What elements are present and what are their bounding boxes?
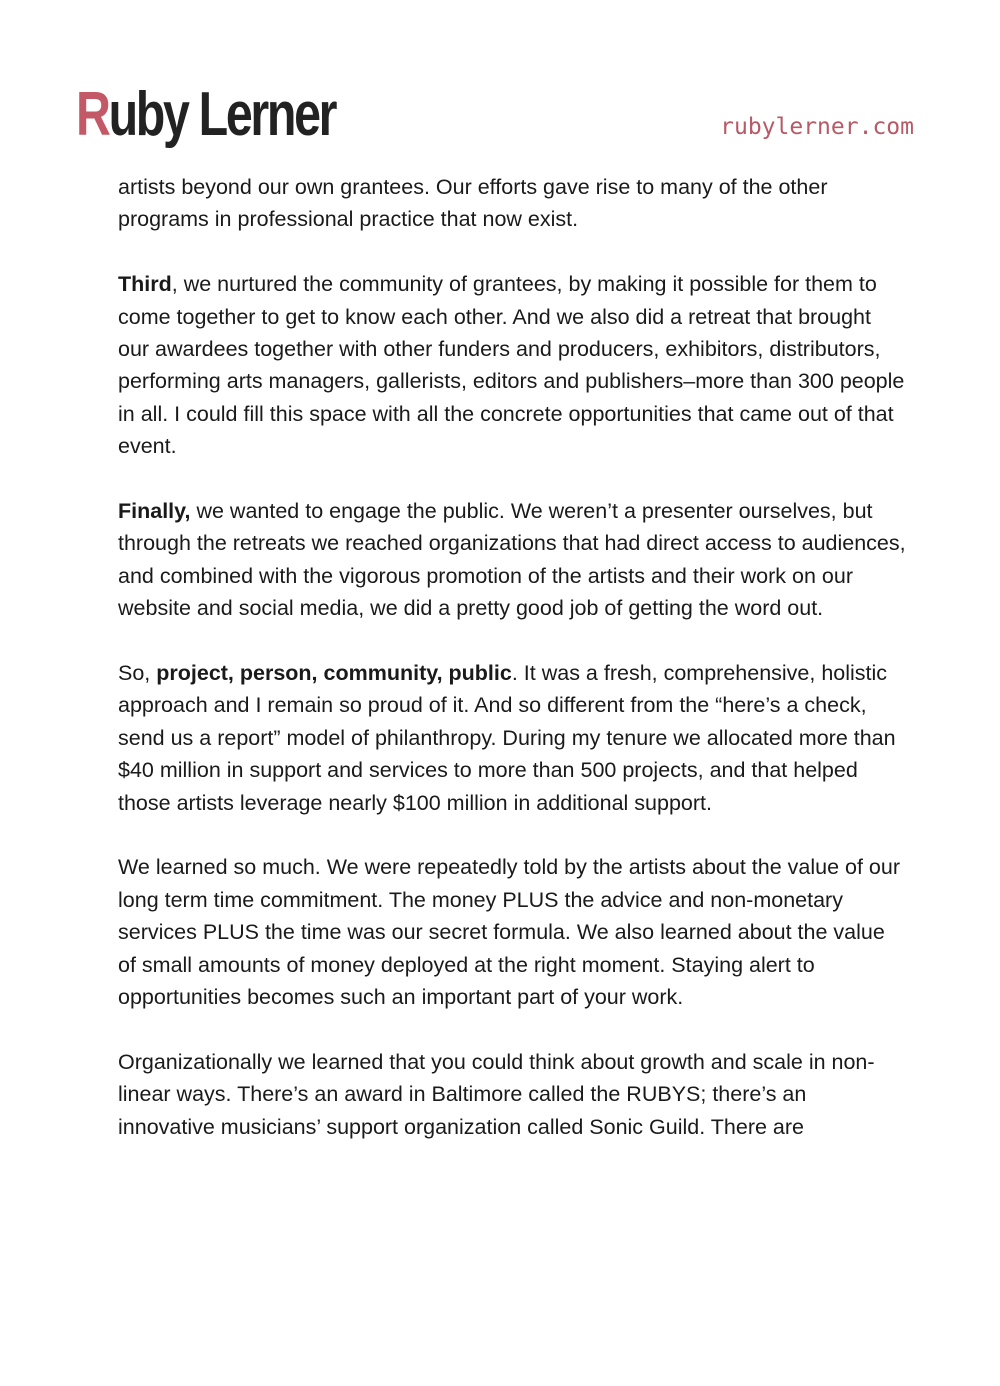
paragraph-lead-bold: Third	[118, 272, 172, 297]
paragraph-lead-bold: Finally,	[118, 499, 191, 524]
paragraph-text: , we nurtured the community of grantees, by making it possible for them to come together to get to know each other. And we also did a retreat that brought our awardees together with other funders and producers, exhibitors, distributors, performing arts managers, gallerists, editors and publishers–more than 300 people in all. I could fill this space with all the concrete opportunities that came out of that event.	[118, 272, 905, 459]
logo-initial: R	[76, 80, 109, 149]
logo[interactable]	[76, 80, 336, 149]
paragraph-6	[118, 1046, 908, 1143]
paragraph-text: We learned so much. We were repeatedly told by the artists about the value of our long term time commitment. The money PLUS the advice and non-monetary services PLUS the time was our secret formula. We also learned about the value of small amounts of money deployed at the right moment. Staying alert to opportunities becomes such an important part of your work.	[118, 855, 900, 1010]
paragraph-text: we wanted to engage the public. We weren’t a presenter ourselves, but through the retreats we reached organizations that had direct access to audiences, and combined with the vigorous promotion of the artists and their work on our website and social media, we did a pretty good job of getting the word out.	[118, 499, 906, 621]
paragraph-5	[118, 851, 908, 1013]
logo-text: uby Lerner	[108, 80, 336, 149]
paragraph-2	[118, 268, 908, 462]
document-body	[118, 171, 908, 1143]
paragraph-bold-phrase: project, person, community, public	[156, 661, 512, 686]
paragraph-3	[118, 495, 908, 625]
paragraph-1	[118, 171, 908, 236]
paragraph-4	[118, 657, 908, 819]
paragraph-text: artists beyond our own grantees. Our efforts gave rise to many of the other programs in professional practice that now exist.	[118, 175, 828, 232]
paragraph-text: Organizationally we learned that you could think about growth and scale in non-linear ways. There’s an award in Baltimore called the RUBYS; there’s an innovative musicians’ support organization called Sonic Guild. There are	[118, 1049, 875, 1139]
page-header	[0, 0, 1000, 170]
site-url-link[interactable]: rubylerner.com	[720, 114, 914, 140]
paragraph-lead: So,	[118, 661, 157, 686]
paragraph-text: . It was a fresh, comprehensive, holistic approach and I remain so proud of it. And so different from the “here’s a check, send us a report” model of philanthropy. During my tenure we allocated more than $40 million in support and services to more than 500 projects, and that helped those artists leverage nearly $100 million in additional support.	[118, 661, 896, 815]
